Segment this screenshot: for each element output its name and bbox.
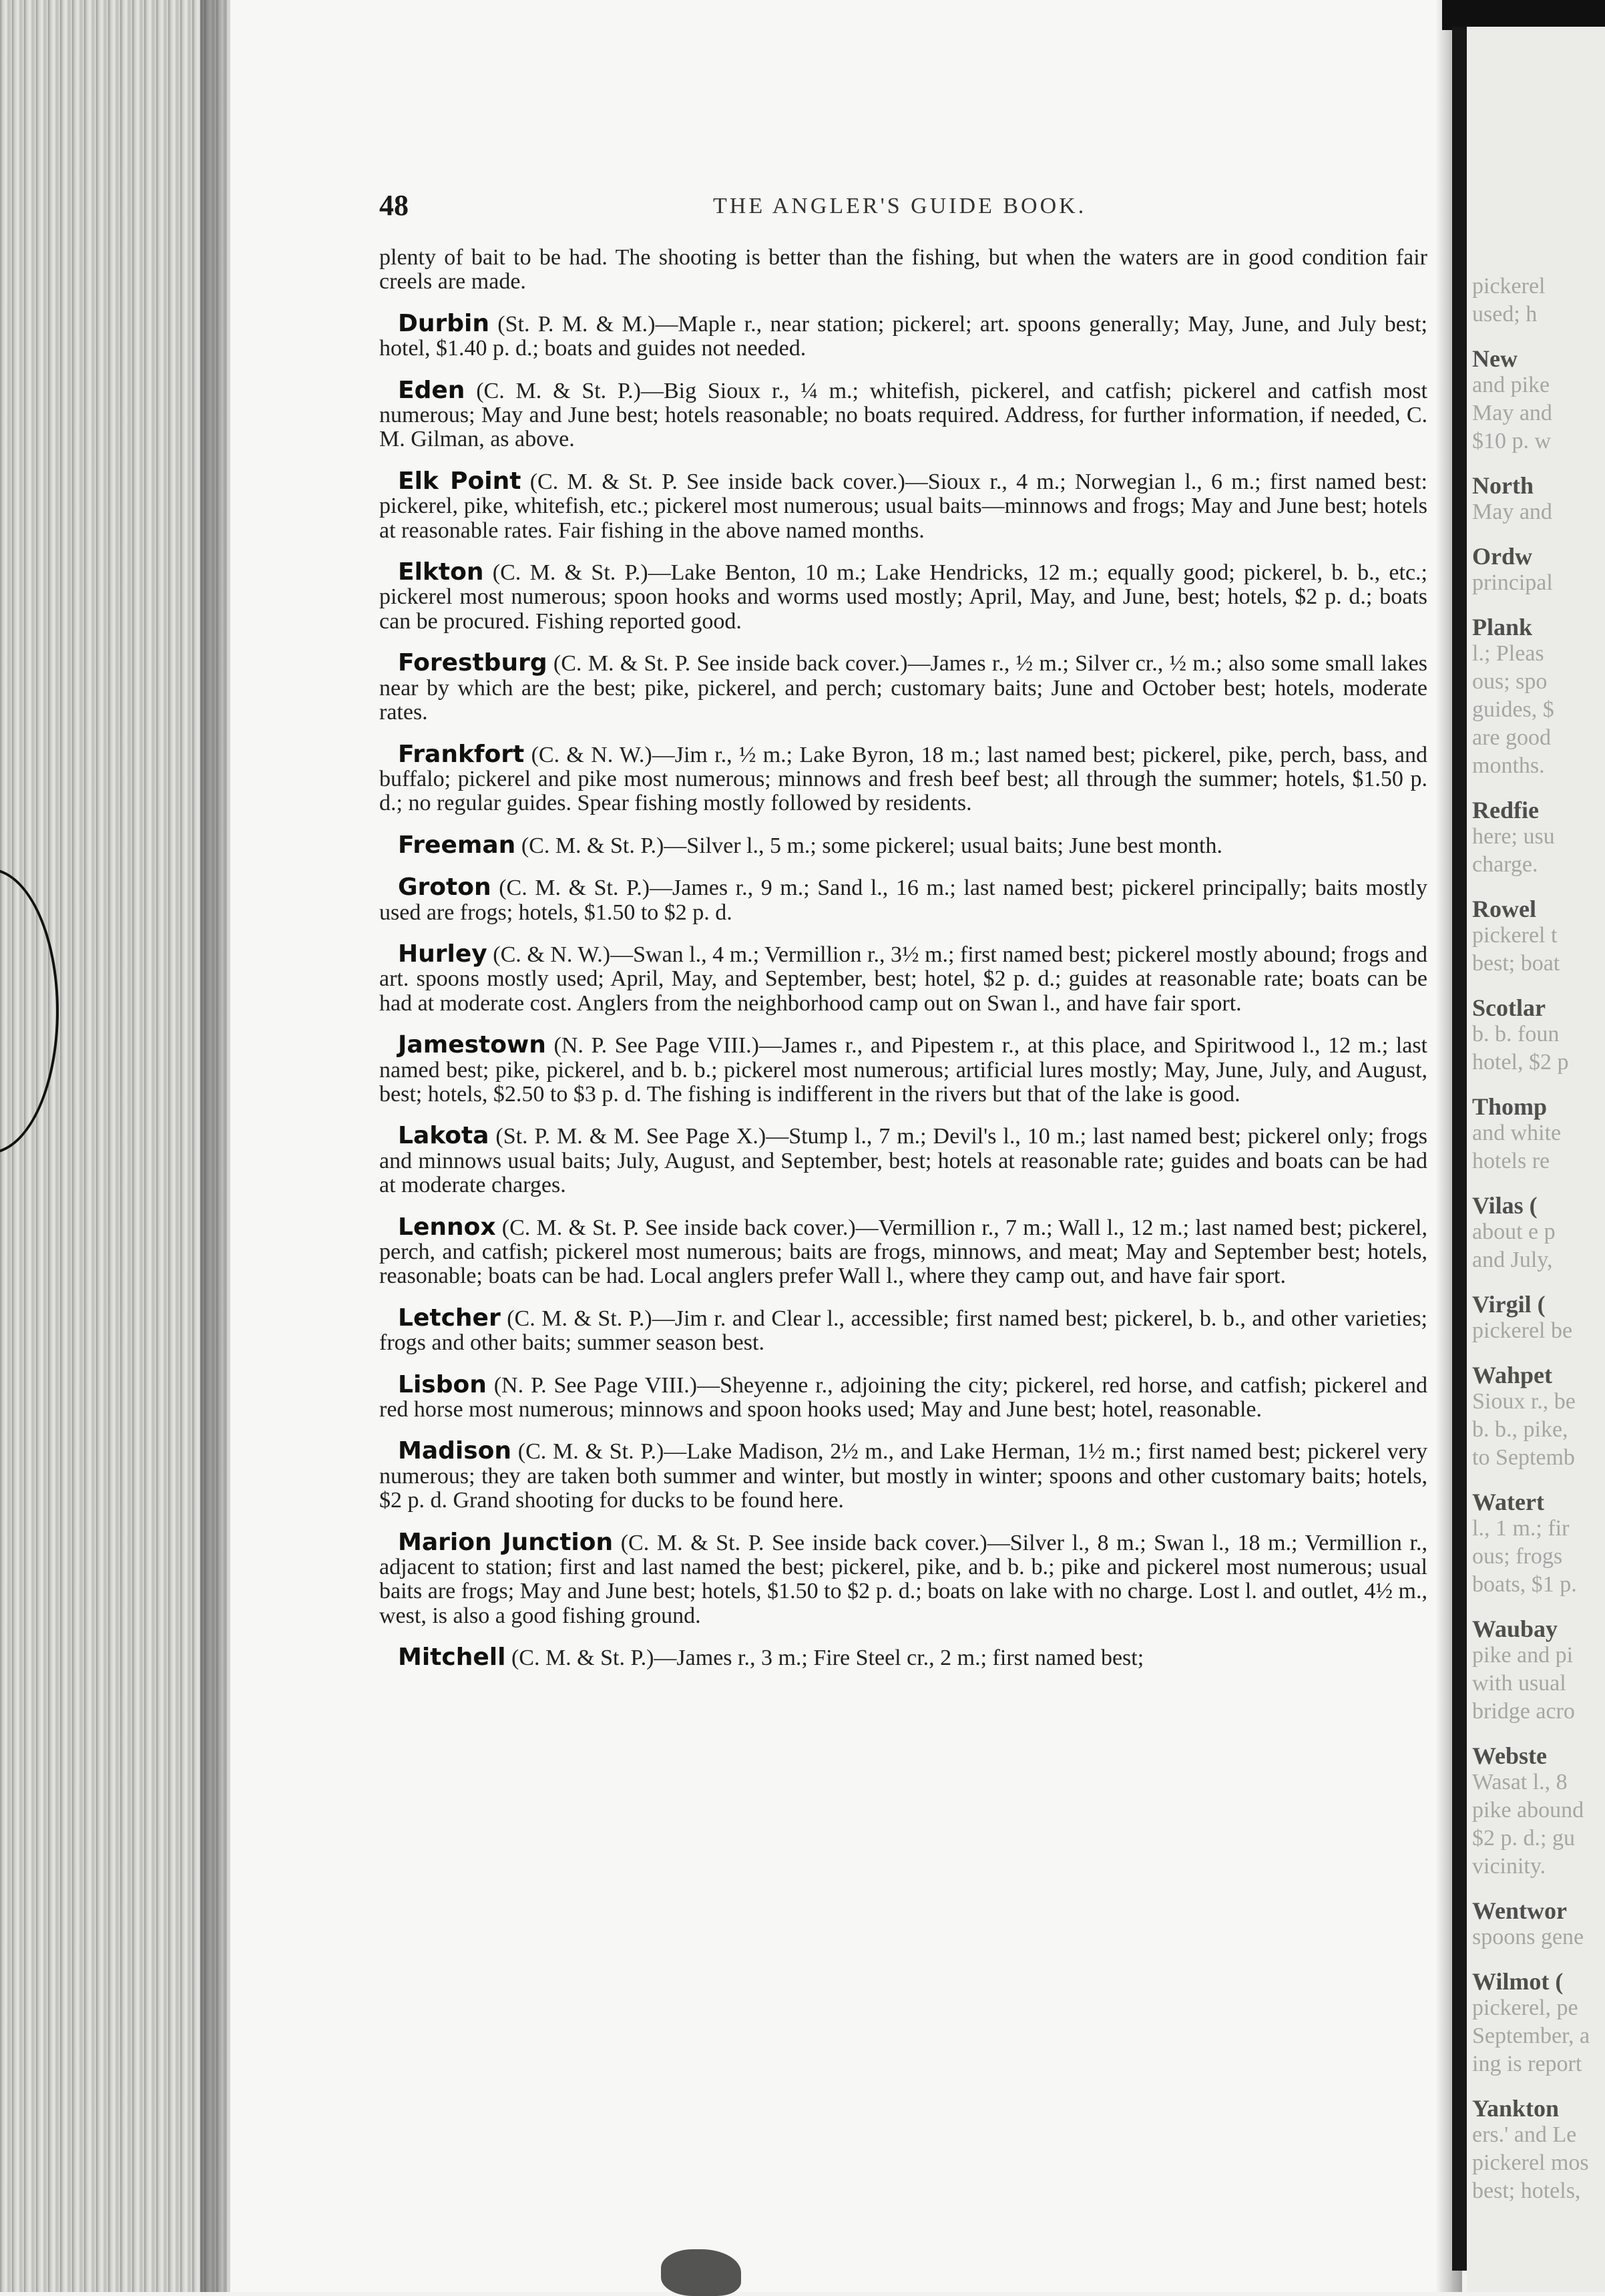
facing-line: pickerel be — [1472, 1318, 1573, 1343]
facing-line: May and — [1472, 401, 1552, 425]
facing-line: are good — [1472, 725, 1552, 750]
facing-line: to Septemb — [1472, 1445, 1575, 1470]
facing-line: guides, $ — [1472, 697, 1554, 722]
town-name: Durbin — [398, 309, 490, 337]
facing-line: principal — [1472, 570, 1553, 595]
entry-text: (C. M. & St. P. See inside back cover.)—Vermillion r., 7 m.; Wall l., 12 m.; last named best; pickerel, perch, and catfish; pickerel most numerous; baits are frogs, minnows, and meat; May and September best; hotels, reasonable; boats can be had. Local anglers prefer Wall l., where they camp out, and have fair sport. — [379, 1215, 1427, 1289]
facing-line: and pike — [1472, 373, 1550, 397]
town-entry — [379, 1306, 1427, 1356]
facing-entry-name: Wentwor — [1472, 1897, 1567, 1924]
town-entry — [379, 376, 1427, 452]
town-name: Lennox — [398, 1213, 496, 1241]
town-entry — [379, 651, 1427, 725]
town-name: Marion Junction — [398, 1528, 614, 1556]
page-body — [379, 246, 1427, 1688]
facing-line: used; h — [1472, 302, 1538, 327]
facing-line: vicinity. — [1472, 1854, 1546, 1879]
facing-line: pike and pi — [1472, 1643, 1574, 1668]
facing-line: ous; frogs — [1472, 1544, 1563, 1569]
town-entry — [379, 876, 1427, 925]
facing-entry-name: Vilas ( — [1472, 1192, 1538, 1219]
entry-text: (N. P. See Page VIII.)—Sheyenne r., adjoining the city; pickerel, red horse, and catfish; pickerel and red horse most numerous; minnows and spoon hooks used; May and June best; hotel, reasonable. — [379, 1372, 1427, 1422]
facing-entry-name: Rowel — [1472, 896, 1536, 922]
entry-text: (N. P. See Page VIII.)—James r., and Pipestem r., at this place, and Spiritwood l., 12 m.; last named best; pike, pickerel, and b. b.; pickerel most numerous; artificial lures mostly; May, June, July, and August, best; hotels, $2.50 to $3 p. d. The fishing is indifferent in the rivers but that of the lake is good. — [379, 1033, 1427, 1107]
town-entry — [379, 1646, 1427, 1670]
facing-entry-name: North — [1472, 472, 1534, 499]
facing-line: l., 1 m.; fir — [1472, 1516, 1570, 1541]
facing-entry-name: Scotlar — [1472, 994, 1546, 1021]
town-name: Jamestown — [398, 1031, 546, 1059]
facing-line: about e p — [1472, 1219, 1556, 1244]
facing-line: best; hotels, — [1472, 2178, 1581, 2203]
facing-line: Wasat l., 8 — [1472, 1770, 1568, 1794]
town-entry — [379, 309, 1427, 361]
town-entry — [379, 833, 1427, 858]
town-name: Groton — [398, 874, 491, 902]
scan-blot — [661, 2249, 741, 2296]
town-name: Lakota — [398, 1122, 489, 1150]
entry-text: (C. M. & St. P.)—James r., 3 m.; Fire Steel cr., 2 m.; first named best; — [505, 1646, 1144, 1671]
town-name: Lisbon — [398, 1370, 487, 1398]
town-name: Frankfort — [398, 740, 525, 768]
facing-entry-name: New — [1472, 345, 1518, 372]
facing-line: ers.' and Le — [1472, 2122, 1577, 2147]
facing-line: ous; spo — [1472, 669, 1548, 694]
facing-entry-name: Waubay — [1472, 1615, 1558, 1642]
town-entry — [379, 1370, 1427, 1422]
running-title: THE ANGLER'S GUIDE BOOK. — [713, 194, 1087, 218]
facing-entry-name: Virgil ( — [1472, 1291, 1546, 1318]
facing-entry-name: Ordw — [1472, 543, 1532, 570]
facing-line: pickerel mos — [1472, 2150, 1589, 2175]
scan-border — [1442, 0, 1605, 30]
entry-text: (St. P. M. & M. See Page X.)—Stump l., 7 m.; Devil's l., 10 m.; last named best; pickerel only; frogs and minnows usual baits; July, August, and September, best; hotels at reasonable rate; guides and boats can be had at moderate charges. — [379, 1124, 1427, 1198]
entry-text: (C. M. & St. P.)—Lake Madison, 2½ m., and Lake Herman, 1½ m.; first named best; pickerel very numerous; they are taken both summer and winter, but mostly in winter; spoons and other customary baits; hotels, $2 p. d. Grand shooting for ducks to be found here. — [379, 1439, 1427, 1513]
book-gutter — [1452, 27, 1467, 2271]
facing-line: b. b. foun — [1472, 1022, 1560, 1046]
facing-line: spoons gene — [1472, 1925, 1584, 1949]
town-name: Freeman — [398, 831, 516, 859]
facing-line: boats, $1 p. — [1472, 1572, 1577, 1597]
facing-line: hotel, $2 p — [1472, 1050, 1569, 1075]
facing-line: $10 p. w — [1472, 429, 1552, 453]
town-entry — [379, 1124, 1427, 1197]
entry-text: (C. M. & St. P.)—Silver l., 5 m.; some pickerel; usual baits; June best month. — [515, 833, 1222, 858]
facing-line: pike abound — [1472, 1798, 1584, 1823]
facing-line: charge. — [1472, 852, 1538, 877]
facing-line: and July, — [1472, 1248, 1553, 1272]
facing-line: best; boat — [1472, 951, 1560, 976]
town-name: Mitchell — [398, 1644, 506, 1672]
entry-text: (C. & N. W.)—Swan l., 4 m.; Vermillion r., 3½ m.; first named best; pickerel mostly abound; frogs and art. spoons mostly used; April, May, and September, best; hotel, $2 p. d.; guides at reasonable rate; boats can be had at moderate cost. Anglers from the neighborhood camp out on Swan l., and have fair sport. — [379, 942, 1427, 1016]
facing-line: l.; Pleas — [1472, 641, 1544, 666]
facing-line: b. b., pike, — [1472, 1417, 1568, 1442]
town-name: Hurley — [398, 940, 487, 968]
facing-line: pickerel t — [1472, 923, 1558, 948]
entry-text: (C. & N. W.)—Jim r., ½ m.; Lake Byron, 18 m.; last named best; pickerel, pike, perch, bass, and buffalo; pickerel and pike most numerous; minnows and fresh beef best; all through the summer; hotels, $1.50 p. d.; no regular guides. Spear fishing mostly followed by residents. — [379, 742, 1427, 816]
facing-entry-name: Watert — [1472, 1489, 1544, 1515]
facing-line: months. — [1472, 753, 1545, 778]
facing-page — [1467, 27, 1605, 2292]
facing-entry-name: Thomp — [1472, 1093, 1548, 1120]
facing-entry-name: Webste — [1472, 1742, 1547, 1769]
facing-line: here; usu — [1472, 824, 1555, 849]
town-name: Elk Point — [398, 467, 521, 495]
facing-line: hotels re — [1472, 1149, 1550, 1173]
town-name: Letcher — [398, 1304, 501, 1332]
town-entry — [379, 1215, 1427, 1289]
facing-entry-name: Yankton — [1472, 2095, 1560, 2122]
facing-line: Sioux r., be — [1472, 1389, 1576, 1414]
page-number: 48 — [379, 189, 409, 222]
book-page-edges — [0, 0, 227, 2292]
entry-text: (C. M. & St. P.)—James r., 9 m.; Sand l., 16 m.; last named best; pickerel principally; baits mostly used are frogs; hotels, $1.50 to $2 p. d. — [379, 876, 1427, 925]
entry-text: (C. M. & St. P.)—Lake Benton, 10 m.; Lake Hendricks, 12 m.; equally good; pickerel, b. b., etc.; pickerel most numerous; spoon hooks and worms used mostly; April, May, and June, best; hotels, $2 p. d.; boats can be procured. Fishing reported good. — [379, 560, 1427, 634]
facing-line: May and — [1472, 500, 1552, 524]
town-entry — [379, 1033, 1427, 1107]
facing-line: $2 p. d.; gu — [1472, 1826, 1575, 1851]
town-entry — [379, 1439, 1427, 1513]
entry-text: (C. M. & St. P.)—Big Sioux r., ¼ m.; whitefish, pickerel, and catfish; pickerel and catfish most numerous; May and June best; hotels reasonable; no boats required. Address, for further information, if needed, C. M. Gilman, as above. — [379, 378, 1427, 452]
facing-line: pickerel, pe — [1472, 1995, 1578, 2020]
entry-text: (C. M. & St. P. See inside back cover.)—James r., ½ m.; Silver cr., ½ m.; also some small lakes near by which are the best; pike, pickerel, and perch; customary baits; June and October best; hotels, moderate rates. — [379, 651, 1427, 725]
facing-line: with usual — [1472, 1671, 1566, 1696]
town-name: Elkton — [398, 558, 484, 586]
running-header — [379, 188, 1421, 228]
town-entry — [379, 560, 1427, 634]
facing-line: pickerel — [1472, 274, 1546, 299]
entry-text: (St. P. M. & M.)—Maple r., near station; pickerel; art. spoons generally; May, June, and July best; hotel, $1.40 p. d.; boats and guides not needed. — [379, 311, 1427, 361]
town-entry — [379, 469, 1427, 543]
facing-line: September, a — [1472, 2024, 1590, 2048]
town-entry — [379, 1528, 1427, 1629]
facing-entry-name: Redfie — [1472, 797, 1539, 823]
entry-text: (C. M. & St. P. See inside back cover.)—Silver l., 8 m.; Swan l., 18 m.; Vermillion r., adjacent to station; first and last named the best; pickerel, pike, and b. b.; pike and pickerel most numerous; usual baits are frogs; May and June best; hotels, $1.50 to $2 p. d.; boats on lake with no charge. Lost l. and outlet, 4½ m., west, is also a good fishing ground. — [379, 1530, 1427, 1628]
facing-entry-name: Wahpet — [1472, 1362, 1553, 1388]
town-name: Eden — [398, 376, 465, 404]
entry-text: (C. M. & St. P. See inside back cover.)—Sioux r., 4 m.; Norwegian l., 6 m.; first named best: pickerel, pike, whitefish, etc.; pickerel most numerous; usual baits—minnows and frogs; May and June best; hotels at reasonable rates. Fair fishing in the above named months. — [379, 469, 1427, 543]
opening-paragraph: plenty of bait to be had. The shooting is better than the fishing, but when the waters are in good condition fair creels are made. — [379, 245, 1427, 295]
facing-line: ing is report — [1472, 2052, 1582, 2076]
town-entry — [379, 740, 1427, 816]
facing-entry-name: Plank — [1472, 614, 1533, 640]
town-name: Forestburg — [398, 649, 547, 677]
facing-entry-name: Wilmot ( — [1472, 1968, 1564, 1995]
facing-line: bridge acro — [1472, 1699, 1575, 1724]
town-entry — [379, 942, 1427, 1016]
entry-text: (C. M. & St. P.)—Jim r. and Clear l., accessible; first named best; pickerel, b. b., and other varieties; frogs and other baits; summer season best. — [379, 1306, 1427, 1356]
town-name: Madison — [398, 1437, 512, 1465]
facing-line: and white — [1472, 1121, 1562, 1145]
